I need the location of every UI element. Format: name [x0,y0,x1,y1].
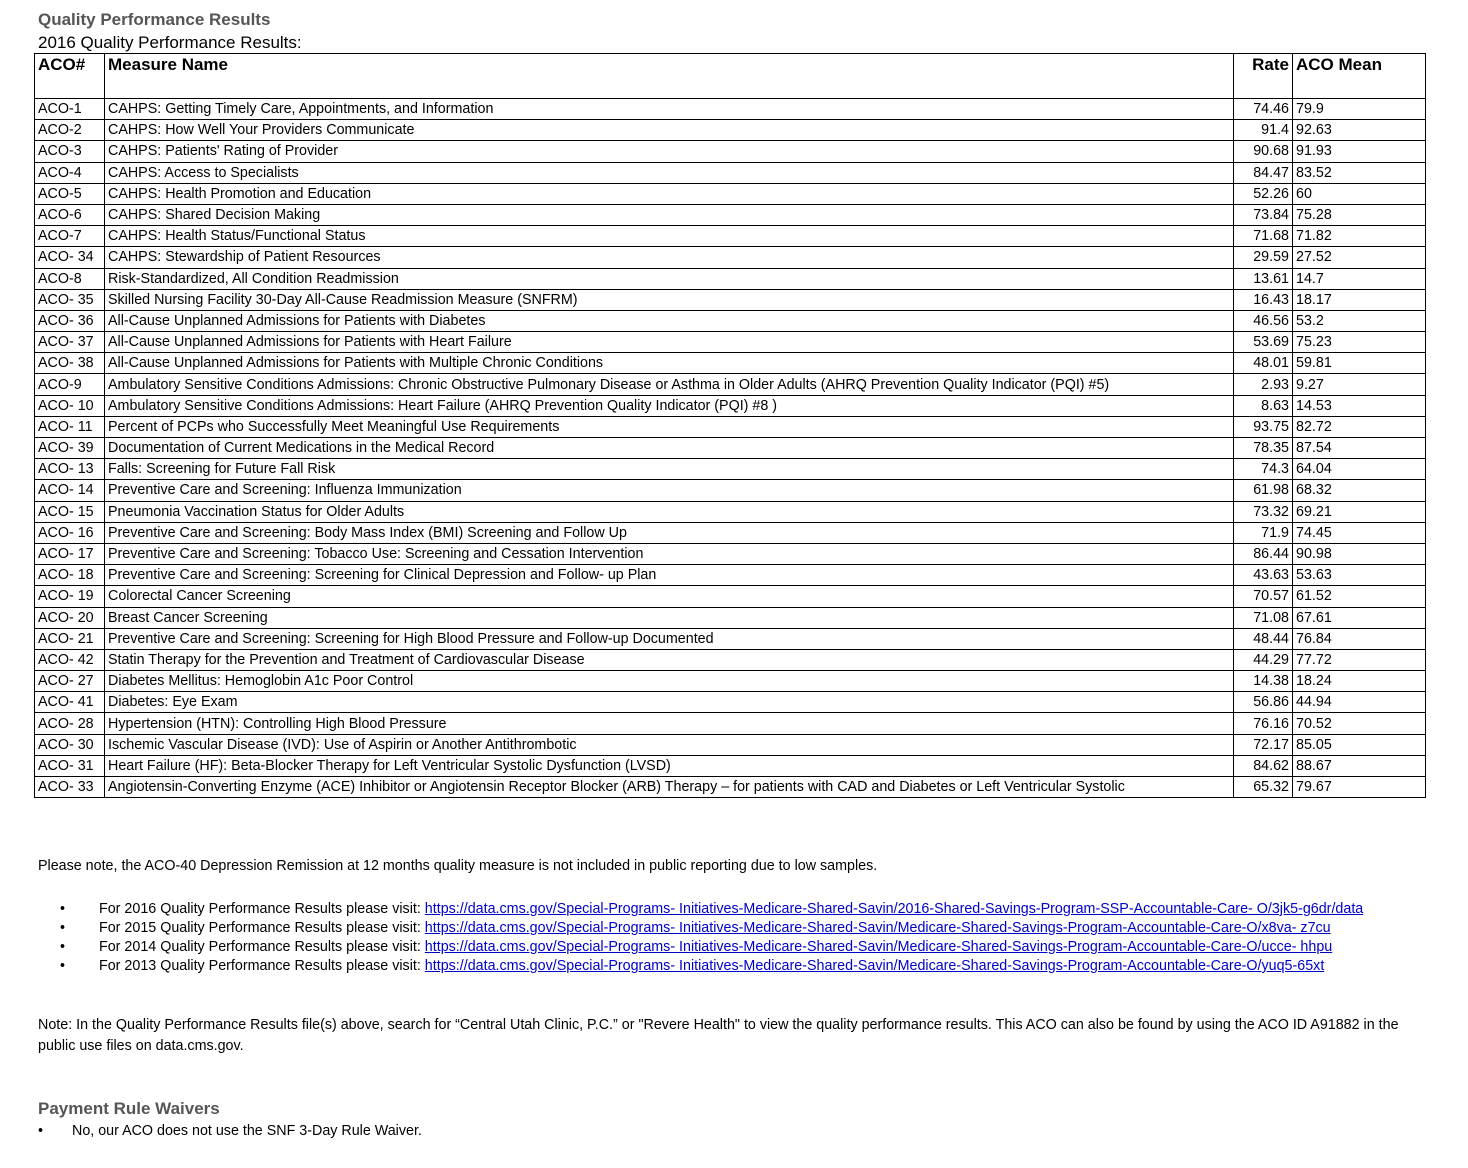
rate-cell: 43.63 [1234,565,1293,586]
column-header-measure: Measure Name [105,54,1234,99]
table-row [35,353,1426,374]
rate-cell: 56.86 [1234,692,1293,713]
rate-cell: 13.61 [1234,268,1293,289]
aco-id-cell: ACO- 17 [35,543,105,564]
rate-cell: 52.26 [1234,183,1293,204]
measure-name-cell: All-Cause Unplanned Admissions for Patients with Diabetes [105,310,1234,331]
rate-cell: 48.44 [1234,628,1293,649]
measure-name-cell: Ambulatory Sensitive Conditions Admissions: Heart Failure (AHRQ Prevention Quality Indicator (PQI) #8 ) [105,395,1234,416]
aco-mean-cell: 91.93 [1293,141,1426,162]
table-row [35,586,1426,607]
rate-cell: 84.62 [1234,755,1293,776]
rate-cell: 70.57 [1234,586,1293,607]
measure-name-cell: CAHPS: Access to Specialists [105,162,1234,183]
rate-cell: 14.38 [1234,671,1293,692]
results-link-item [60,919,1430,938]
aco-mean-cell: 27.52 [1293,247,1426,268]
aco-id-cell: ACO- 19 [35,586,105,607]
data-cms-link[interactable]: https://data.cms.gov/Special-Programs- Initiatives-Medicare-Shared-Savin/Medicare-Shared-Savings-Program-Accountable-Care-O/yuq5-65xt [424,958,1325,974]
aco-id-cell: ACO- 33 [35,777,105,798]
aco-mean-cell: 75.23 [1293,332,1426,353]
measure-name-cell: CAHPS: Health Status/Functional Status [105,226,1234,247]
measure-name-cell: CAHPS: Patients' Rating of Provider [105,141,1234,162]
aco-id-cell: ACO-8 [35,268,105,289]
aco-mean-cell: 18.24 [1293,671,1426,692]
table-row [35,226,1426,247]
aco-mean-cell: 87.54 [1293,438,1426,459]
measure-name-cell: Falls: Screening for Future Fall Risk [105,459,1234,480]
aco-mean-cell: 77.72 [1293,649,1426,670]
section-title-quality: Quality Performance Results [38,10,271,29]
measure-name-cell: Statin Therapy for the Prevention and Treatment of Cardiovascular Disease [105,649,1234,670]
measure-name-cell: Ambulatory Sensitive Conditions Admissions: Chronic Obstructive Pulmonary Disease or Asthma in Older Adults (AHRQ Prevention Quality Indicator (PQI) #5) [105,374,1234,395]
aco-mean-cell: 75.28 [1293,204,1426,225]
measure-name-cell: CAHPS: Health Promotion and Education [105,183,1234,204]
aco-mean-cell: 67.61 [1293,607,1426,628]
aco-id-cell: ACO- 38 [35,353,105,374]
aco-id-cell: ACO-4 [35,162,105,183]
aco-id-cell: ACO- 35 [35,289,105,310]
results-link-item [60,957,1430,976]
aco-id-cell: ACO- 39 [35,438,105,459]
aco-id-cell: ACO- 16 [35,522,105,543]
aco-id-cell: ACO- 42 [35,649,105,670]
table-row [35,543,1426,564]
waiver-list-item [38,1123,422,1139]
data-cms-link[interactable]: https://data.cms.gov/Special-Programs- Initiatives-Medicare-Shared-Savin/2016-Shared-Savings-Program-SSP-Accountable-Care- O/3jk5-g6dr/data [424,901,1364,917]
aco-mean-cell: 79.9 [1293,99,1426,120]
table-row [35,565,1426,586]
aco-id-cell: ACO- 15 [35,501,105,522]
measure-name-cell: Heart Failure (HF): Beta-Blocker Therapy for Left Ventricular Systolic Dysfunction (LVSD) [105,755,1234,776]
table-row [35,416,1426,437]
aco-id-cell: ACO- 37 [35,332,105,353]
table-row [35,268,1426,289]
bullet: • [60,958,66,974]
aco-id-cell: ACO-9 [35,374,105,395]
aco-id-cell: ACO- 11 [35,416,105,437]
aco-mean-cell: 90.98 [1293,543,1426,564]
aco-id-cell: ACO- 27 [35,671,105,692]
rate-cell: 71.68 [1234,226,1293,247]
aco-mean-cell: 83.52 [1293,162,1426,183]
aco-id-cell: ACO- 14 [35,480,105,501]
measure-name-cell: Preventive Care and Screening: Influenza Immunization [105,480,1234,501]
rate-cell: 48.01 [1234,353,1293,374]
measure-name-cell: CAHPS: How Well Your Providers Communicate [105,120,1234,141]
aco-mean-cell: 9.27 [1293,374,1426,395]
table-row [35,501,1426,522]
aco-id-cell: ACO- 20 [35,607,105,628]
rate-cell: 90.68 [1234,141,1293,162]
rate-cell: 74.3 [1234,459,1293,480]
aco-mean-cell: 60 [1293,183,1426,204]
results-link-item [60,900,1430,919]
measure-name-cell: Ischemic Vascular Disease (IVD): Use of Aspirin or Another Antithrombotic [105,734,1234,755]
aco-mean-cell: 74.45 [1293,522,1426,543]
table-row [35,628,1426,649]
aco-id-cell: ACO- 31 [35,755,105,776]
quality-results-table [34,53,1426,798]
rate-cell: 46.56 [1234,310,1293,331]
rate-cell: 86.44 [1234,543,1293,564]
rate-cell: 74.46 [1234,99,1293,120]
measure-name-cell: Hypertension (HTN): Controlling High Blood Pressure [105,713,1234,734]
aco-id-cell: ACO-7 [35,226,105,247]
waiver-text: No, our ACO does not use the SNF 3-Day Rule Waiver. [72,1123,422,1139]
rate-cell: 2.93 [1234,374,1293,395]
table-row [35,395,1426,416]
measure-name-cell: Preventive Care and Screening: Screening for High Blood Pressure and Follow-up Documented [105,628,1234,649]
aco-id-cell: ACO-6 [35,204,105,225]
aco-mean-cell: 44.94 [1293,692,1426,713]
aco-mean-cell: 71.82 [1293,226,1426,247]
search-instructions-note: Note: In the Quality Performance Results file(s) above, search for “Central Utah Clinic, P.C.” or "Revere Health" to view the quality performance results. This ACO can also be found by using the ACO ID A91882 in the public use files on data.cms.gov. [38,1017,1399,1054]
aco-mean-cell: 88.67 [1293,755,1426,776]
rate-cell: 8.63 [1234,395,1293,416]
table-row [35,480,1426,501]
table-row [35,289,1426,310]
aco-id-cell: ACO-3 [35,141,105,162]
aco-mean-cell: 64.04 [1293,459,1426,480]
table-row [35,734,1426,755]
rate-cell: 29.59 [1234,247,1293,268]
measure-name-cell: Skilled Nursing Facility 30-Day All-Cause Readmission Measure (SNFRM) [105,289,1234,310]
aco-mean-cell: 76.84 [1293,628,1426,649]
table-row [35,755,1426,776]
aco-id-cell: ACO-1 [35,99,105,120]
link-prefix-text: For 2016 Quality Performance Results please visit: [99,901,425,917]
aco-mean-cell: 59.81 [1293,353,1426,374]
aco-mean-cell: 61.52 [1293,586,1426,607]
bullet: • [60,920,66,936]
measure-name-cell: All-Cause Unplanned Admissions for Patients with Heart Failure [105,332,1234,353]
measure-name-cell: Colorectal Cancer Screening [105,586,1234,607]
table-row [35,99,1426,120]
rate-cell: 84.47 [1234,162,1293,183]
table-row [35,374,1426,395]
aco-mean-cell: 68.32 [1293,480,1426,501]
aco-mean-cell: 14.53 [1293,395,1426,416]
aco-id-cell: ACO- 13 [35,459,105,480]
measure-name-cell: Preventive Care and Screening: Body Mass Index (BMI) Screening and Follow Up [105,522,1234,543]
measure-name-cell: Percent of PCPs who Successfully Meet Meaningful Use Requirements [105,416,1234,437]
rate-cell: 44.29 [1234,649,1293,670]
rate-cell: 72.17 [1234,734,1293,755]
aco-mean-cell: 82.72 [1293,416,1426,437]
aco-id-cell: ACO- 18 [35,565,105,586]
table-row [35,713,1426,734]
measure-name-cell: Angiotensin-Converting Enzyme (ACE) Inhibitor or Angiotensin Receptor Blocker (ARB) Therapy – for patients with CAD and Diabetes or Left Ventricular Systolic [105,777,1234,798]
table-row [35,183,1426,204]
measure-name-cell: Preventive Care and Screening: Screening for Clinical Depression and Follow- up Plan [105,565,1234,586]
table-row [35,310,1426,331]
column-header-mean: ACO Mean [1293,54,1426,99]
aco-id-cell: ACO-5 [35,183,105,204]
aco-mean-cell: 70.52 [1293,713,1426,734]
table-row [35,141,1426,162]
rate-cell: 71.9 [1234,522,1293,543]
table-row [35,671,1426,692]
rate-cell: 78.35 [1234,438,1293,459]
rate-cell: 76.16 [1234,713,1293,734]
aco-mean-cell: 53.2 [1293,310,1426,331]
measure-name-cell: All-Cause Unplanned Admissions for Patients with Multiple Chronic Conditions [105,353,1234,374]
low-samples-note: Please note, the ACO-40 Depression Remission at 12 months quality measure is not included in public reporting due to low samples. [38,858,878,874]
rate-cell: 73.84 [1234,204,1293,225]
aco-id-cell: ACO- 34 [35,247,105,268]
bullet: • [60,939,66,955]
rate-cell: 16.43 [1234,289,1293,310]
data-cms-link[interactable]: https://data.cms.gov/Special-Programs- Initiatives-Medicare-Shared-Savin/Medicare-Shared-Savings-Program-Accountable-Care-O/x8va- z7cu [424,920,1331,936]
table-subtitle: 2016 Quality Performance Results: [38,33,302,52]
aco-id-cell: ACO-2 [35,120,105,141]
aco-id-cell: ACO- 36 [35,310,105,331]
aco-id-cell: ACO- 41 [35,692,105,713]
rate-cell: 91.4 [1234,120,1293,141]
table-row [35,247,1426,268]
column-header-rate: Rate [1234,54,1293,99]
table-row [35,120,1426,141]
measure-name-cell: Breast Cancer Screening [105,607,1234,628]
aco-mean-cell: 85.05 [1293,734,1426,755]
table-row [35,162,1426,183]
table-row [35,649,1426,670]
aco-id-cell: ACO- 21 [35,628,105,649]
link-prefix-text: For 2014 Quality Performance Results please visit: [99,939,425,955]
measure-name-cell: CAHPS: Stewardship of Patient Resources [105,247,1234,268]
measure-name-cell: Pneumonia Vaccination Status for Older Adults [105,501,1234,522]
measure-name-cell: Diabetes: Eye Exam [105,692,1234,713]
column-header-aco: ACO# [35,54,105,99]
table-row [35,607,1426,628]
measure-name-cell: Diabetes Mellitus: Hemoglobin A1c Poor Control [105,671,1234,692]
table-row [35,459,1426,480]
table-body [35,99,1426,798]
table-row [35,692,1426,713]
rate-cell: 73.32 [1234,501,1293,522]
table-row [35,438,1426,459]
results-link-item [60,938,1430,957]
measure-name-cell: Documentation of Current Medications in the Medical Record [105,438,1234,459]
aco-id-cell: ACO- 30 [35,734,105,755]
table-row [35,522,1426,543]
aco-id-cell: ACO- 10 [35,395,105,416]
bullet: • [38,1123,44,1139]
measure-name-cell: CAHPS: Getting Timely Care, Appointments, and Information [105,99,1234,120]
aco-mean-cell: 92.63 [1293,120,1426,141]
measure-name-cell: Preventive Care and Screening: Tobacco Use: Screening and Cessation Intervention [105,543,1234,564]
results-links-list [60,900,1430,976]
link-prefix-text: For 2013 Quality Performance Results please visit: [99,958,425,974]
aco-mean-cell: 53.63 [1293,565,1426,586]
measure-name-cell: CAHPS: Shared Decision Making [105,204,1234,225]
aco-id-cell: ACO- 28 [35,713,105,734]
table-header-row [35,54,1426,99]
aco-mean-cell: 69.21 [1293,501,1426,522]
measure-name-cell: Risk-Standardized, All Condition Readmission [105,268,1234,289]
table-row [35,777,1426,798]
rate-cell: 61.98 [1234,480,1293,501]
rate-cell: 65.32 [1234,777,1293,798]
section-title-waivers: Payment Rule Waivers [38,1099,220,1118]
bullet: • [60,901,66,917]
aco-mean-cell: 14.7 [1293,268,1426,289]
table-row [35,204,1426,225]
rate-cell: 71.08 [1234,607,1293,628]
link-prefix-text: For 2015 Quality Performance Results please visit: [99,920,425,936]
rate-cell: 93.75 [1234,416,1293,437]
table-row [35,332,1426,353]
aco-mean-cell: 18.17 [1293,289,1426,310]
rate-cell: 53.69 [1234,332,1293,353]
data-cms-link[interactable]: https://data.cms.gov/Special-Programs- Initiatives-Medicare-Shared-Savin/Medicare-Shared-Savings-Program-Accountable-Care-O/ucce- hhpu [424,939,1333,955]
aco-mean-cell: 79.67 [1293,777,1426,798]
